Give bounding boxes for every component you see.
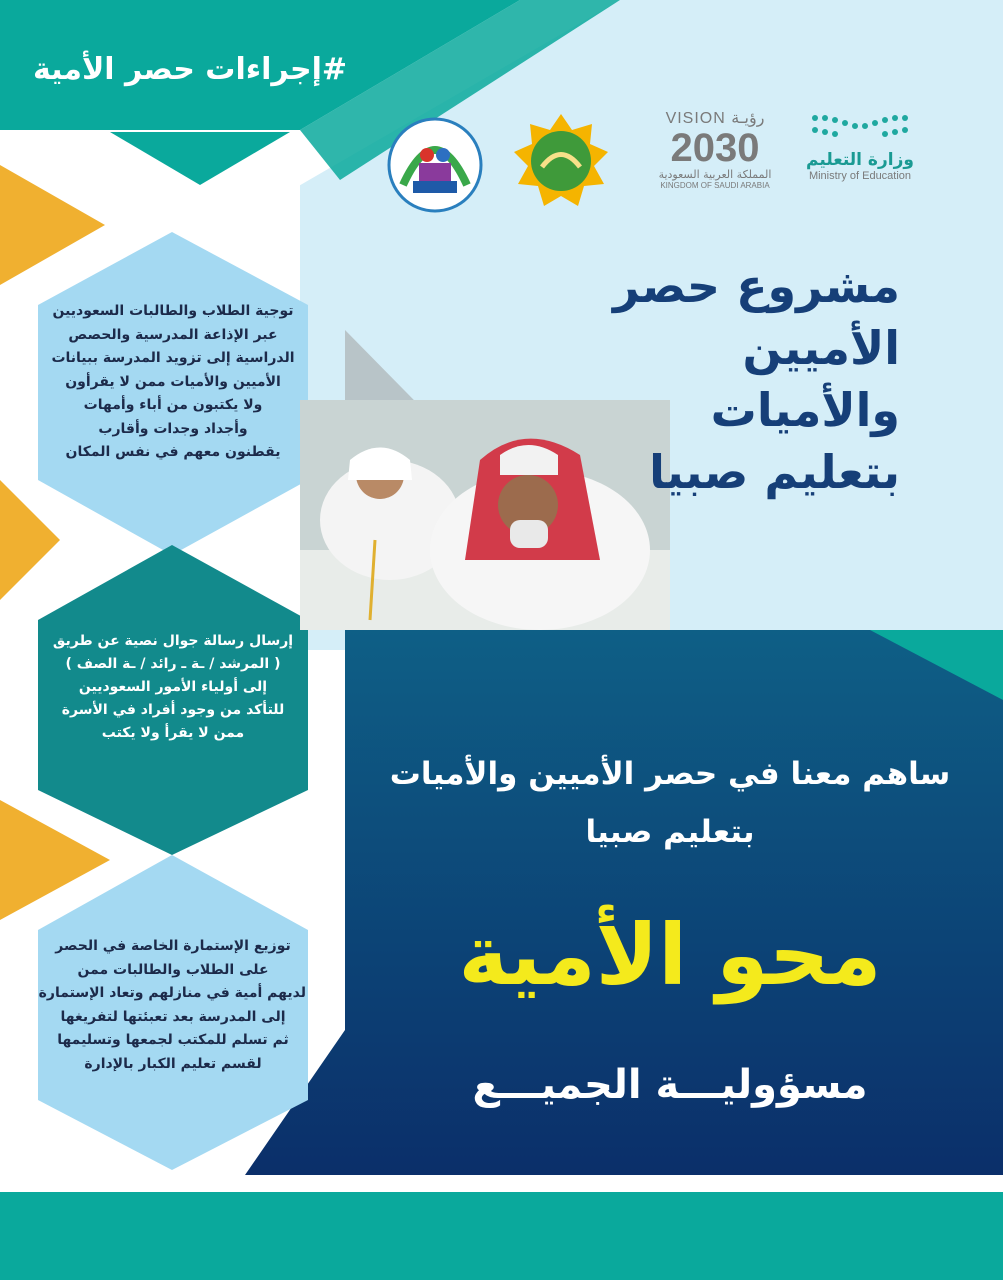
ministry-dots-icon (805, 110, 915, 146)
vision-2030-logo (650, 108, 780, 190)
step-1-text: توجية الطلاب والطالبات السعوديين عبر الإذاعة المدرسية والحصص الدراسية إلى تزويد المدرسة ببيانات الأميين والأميات ممن لا يقرأون ولا يكتبون من أباء وأمهات وأجداد وجدات وأقارب يقطنون معهم في نفس المكان (51, 303, 295, 460)
footer-bar (0, 1192, 1003, 1280)
project-title (540, 255, 900, 503)
yellow-triangle-2 (0, 480, 60, 600)
slogan-headline: محو الأمية (458, 906, 882, 1004)
vision-label: VISION رؤيـة (665, 110, 765, 127)
project-title-line-2: الأميين والأميات (710, 321, 900, 437)
yellow-triangle-1 (0, 165, 105, 285)
call-to-action (380, 745, 960, 861)
project-title-line-1: مشروع حصر (612, 259, 900, 313)
call-to-action-line-2: بتعليم صبيا (585, 814, 755, 850)
ministry-english: Ministry of Education (808, 170, 912, 182)
ministry-of-education-logo (800, 110, 920, 182)
header-title: #إجراءات حصر الأمية (32, 52, 348, 87)
slogan-subline: مسؤوليـــة الجميـــع (472, 1062, 868, 1108)
footer-gap (0, 1175, 1003, 1192)
ministry-arabic: وزارة التعليم (806, 150, 914, 170)
call-to-action-line-1: ساهم معنا في حصر الأميين والأميات (389, 756, 951, 792)
kingdom-arabic: المملكة العربية السعودية (658, 168, 772, 181)
step-2-text: إرسال رسالة جوال نصية عن طريق ( المرشد / ـة ـ رائد / ـة الصف ) إلى أولياء الأمور السعوديين للتأكد من وجود أفراد في الأسرة ممن لا يقرأ ولا يكتب (52, 633, 294, 741)
step-3-text: توزيع الإستمارة الخاصة في الحصر على الطلاب والطالبات ممن لديهم أمية في منازلهم وتعاد الإستمارة إلى المدرسة بعد تعبئتها لتفريغها ثم تسلم للمكتب لجمعها وتسليمها لقسم تعليم الكبار بالإدارة (38, 938, 306, 1072)
kingdom-english: KINGDOM OF SAUDI ARABIA (660, 181, 770, 190)
project-title-line-3: بتعليم صبيا (649, 445, 900, 499)
arabic-language-logo (512, 112, 610, 210)
vision-year: 2030 (670, 126, 760, 170)
adult-education-logo (385, 115, 485, 215)
